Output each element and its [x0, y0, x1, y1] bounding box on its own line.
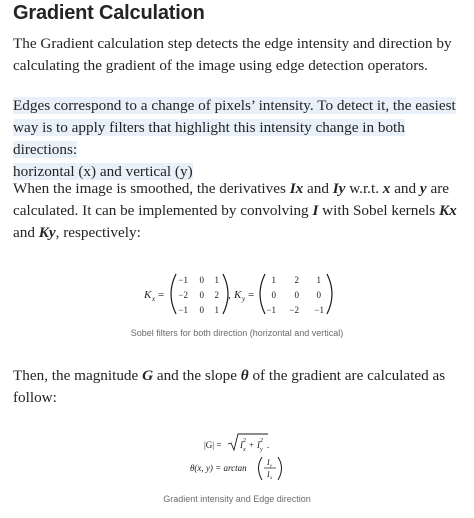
symbol-iy: Iy	[332, 180, 346, 197]
intro-line: calculating the gradient of the image using edge detection operators.	[13, 57, 428, 74]
plus-sign: +	[249, 440, 255, 450]
paragraph-line: calculated. It can be implemented by convolving I with Sobel kernels Kx	[13, 202, 457, 219]
kx-equals: =	[158, 289, 165, 301]
paragraph-line: When the image is smoothed, the derivatives Ix and Iy w.r.t. x and y are	[13, 180, 450, 197]
kx-cell: −2	[178, 290, 188, 300]
section-title: Gradient Calculation	[13, 2, 205, 24]
ky-cell: 1	[316, 275, 321, 285]
kx-cell: 0	[199, 275, 204, 285]
kx-cell: 0	[199, 305, 204, 315]
paragraph-line: follow:	[13, 389, 57, 406]
symbol-ix: Ix	[289, 180, 304, 197]
ky-cell: 2	[294, 275, 299, 285]
ky-equals: =	[248, 289, 255, 301]
symbol-ky: Ky	[38, 224, 56, 241]
paragraph-line: Then, the magnitude G and the slope θ of the gradient are calculated as	[13, 367, 446, 384]
sobel-kernels-figure	[140, 268, 340, 320]
highlighted-paragraph	[13, 95, 465, 183]
gradient-formula-figure	[190, 428, 300, 488]
ky-cell: 1	[271, 275, 276, 285]
iy-subscript: y	[260, 447, 263, 453]
ky-cell: −1	[314, 305, 324, 315]
ky-cell: 0	[316, 290, 321, 300]
kx-cell: 2	[214, 290, 219, 300]
symbol-kx: Kx	[439, 202, 457, 219]
highlighted-line: way is to apply filters that highlight this intensity change in both directions:	[13, 119, 405, 158]
ix-subscript: x	[243, 447, 246, 453]
kernel-separator: ,	[228, 289, 231, 301]
highlighted-line: Edges correspond to a change of pixels’ intensity. To detect it, the easiest	[13, 97, 456, 114]
ky-cell: −2	[289, 305, 299, 315]
symbol-g: G	[142, 367, 154, 384]
kx-cell: −1	[178, 305, 188, 315]
magnitude-paragraph	[13, 365, 465, 409]
ky-subscript: y	[242, 295, 246, 303]
ky-cell: 0	[271, 290, 276, 300]
ix-power: 2	[243, 438, 246, 444]
sobel-caption: Sobel filters for both direction (horizontal and vertical)	[130, 328, 344, 338]
highlighted-line: horizontal (x) and vertical (y)	[13, 163, 193, 180]
direction-lhs: θ(x, y) = arctan	[190, 463, 247, 473]
ky-label: K	[234, 289, 242, 301]
paragraph-line: and Ky, respectively:	[13, 224, 141, 241]
kx-matrix	[178, 275, 219, 315]
ky-cell: 0	[294, 290, 299, 300]
intro-paragraph	[13, 33, 465, 77]
ky-left-paren	[260, 274, 265, 314]
ky-right-paren	[327, 274, 332, 314]
formula-period: .	[267, 440, 270, 450]
kx-cell: 1	[214, 275, 219, 285]
iy-symbol: I	[257, 440, 260, 450]
ky-matrix	[266, 275, 324, 315]
frac-denominator: I	[267, 470, 270, 479]
frac-numerator: I	[267, 458, 270, 467]
kx-left-paren	[171, 274, 176, 314]
symbol-i: I	[312, 202, 319, 219]
symbol-y: y	[419, 180, 427, 197]
frac-numerator-sub: y	[270, 464, 273, 469]
gradient-caption: Gradient intensity and Edge direction	[163, 494, 311, 504]
frac-denominator-sub: x	[270, 476, 273, 481]
frac-left-paren	[259, 457, 263, 480]
symbol-theta: θ	[240, 367, 249, 384]
kx-subscript: x	[152, 295, 156, 303]
intro-line: The Gradient calculation step detects the edge intensity and direction by	[13, 35, 452, 52]
kx-cell: −1	[178, 275, 188, 285]
symbol-x: x	[382, 180, 391, 197]
magnitude-lhs: |G| =	[204, 440, 222, 450]
kx-cell: 1	[214, 305, 219, 315]
kx-cell: 0	[199, 290, 204, 300]
frac-right-paren	[278, 457, 282, 480]
derivatives-paragraph	[13, 178, 465, 244]
ky-cell: −1	[266, 305, 276, 315]
kx-label: K	[144, 289, 152, 301]
ix-symbol: I	[240, 440, 243, 450]
iy-power: 2	[260, 438, 263, 444]
